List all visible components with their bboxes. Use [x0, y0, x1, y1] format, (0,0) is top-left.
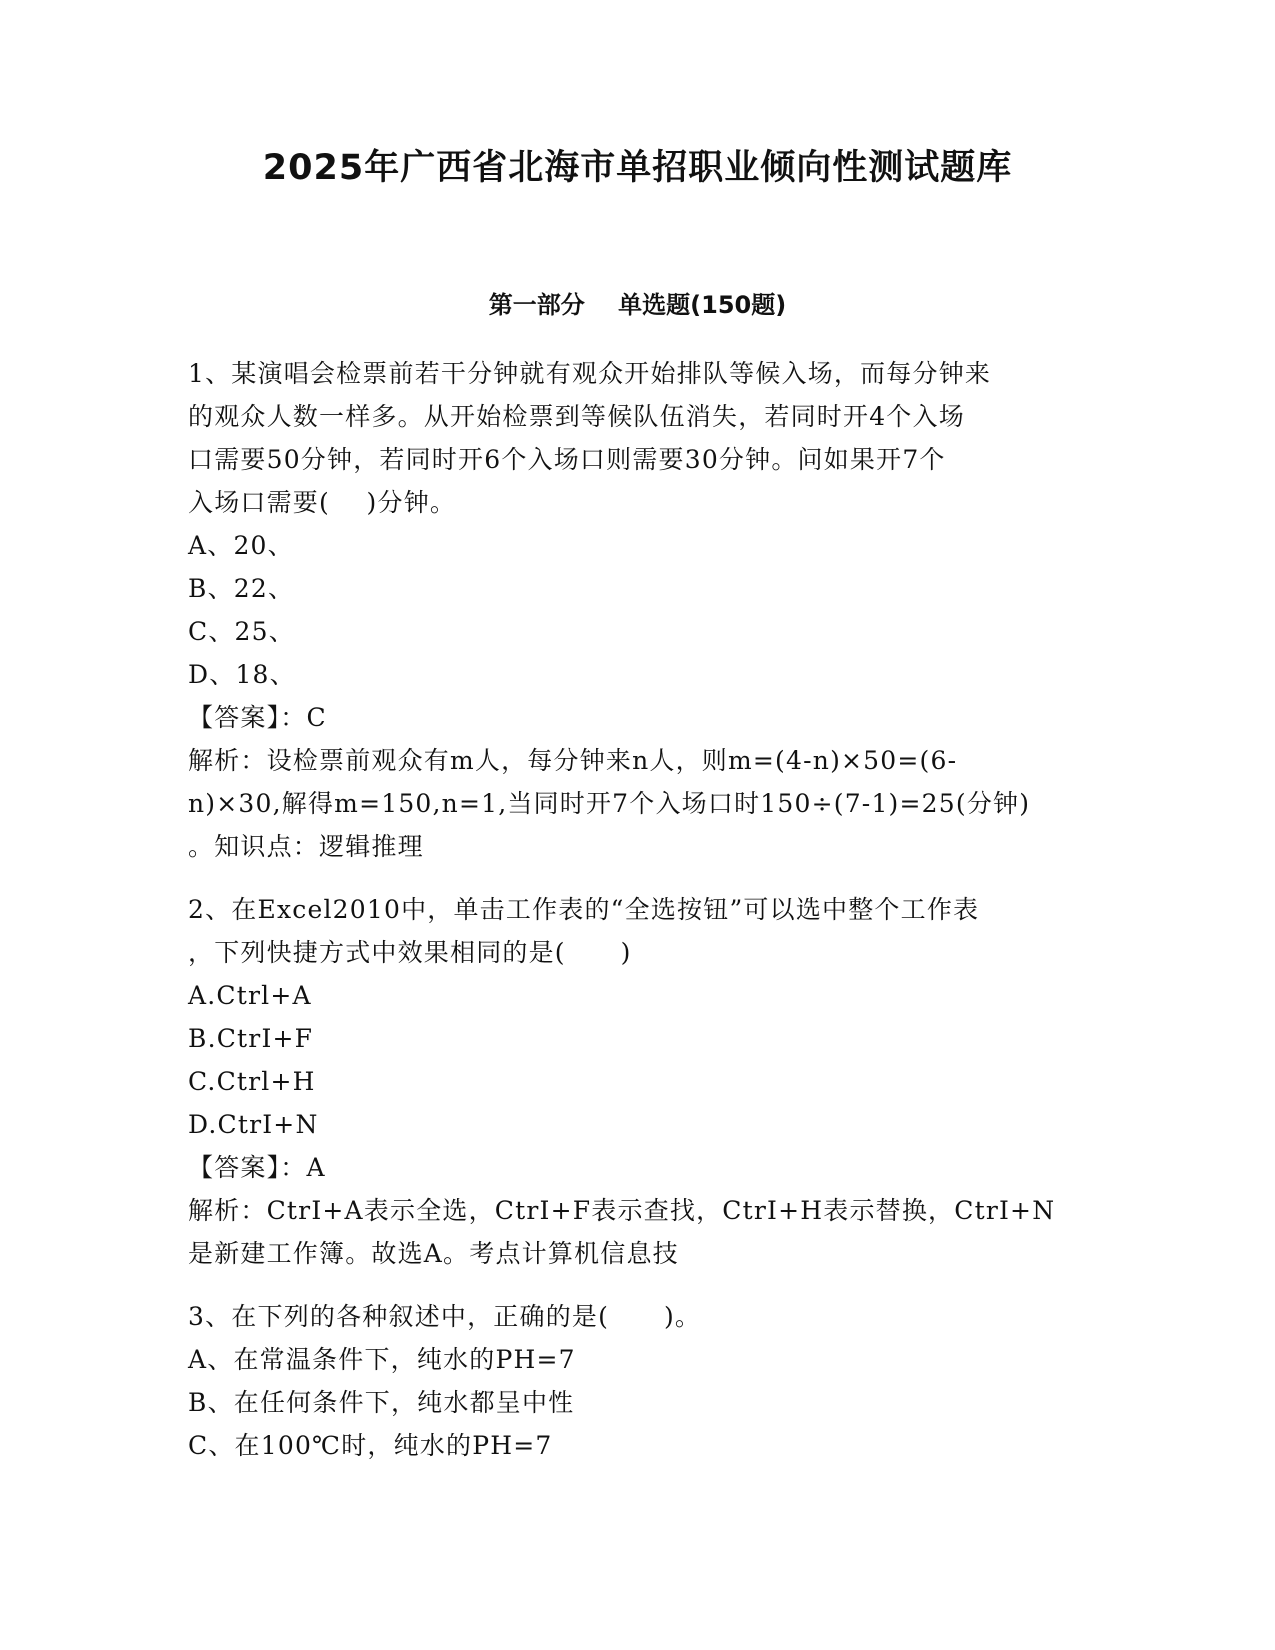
question-stem-line: 1、某演唱会检票前若干分钟就有观众开始排队等候入场，而每分钟来	[188, 359, 992, 388]
question-stem-line: 2、在Excel2010中，单击工作表的“全选按钮”可以选中整个工作表	[188, 895, 980, 924]
option-c: C.Ctrl+H	[188, 1067, 316, 1096]
question-stem-line: 3、在下列的各种叙述中，正确的是( )。	[188, 1302, 702, 1331]
option-c: C、25、	[188, 617, 295, 646]
option-b: B、22、	[188, 574, 295, 603]
section-title: 第一部分 单选题(150题)	[488, 291, 787, 319]
question-stem-line: 入场口需要( )分钟。	[188, 488, 457, 517]
answer: 【答案】：C	[188, 703, 327, 732]
question-stem-line: 口需要50分钟，若同时开6个入场口则需要30分钟。问如果开7个	[188, 445, 946, 474]
question-list	[188, 352, 1088, 1487]
option-a: A、在常温条件下，纯水的PH=7	[188, 1345, 576, 1374]
question-2	[188, 888, 1088, 1275]
answer: 【答案】：A	[188, 1153, 326, 1182]
option-a: A、20、	[188, 531, 294, 560]
option-b: B、在任何条件下，纯水都呈中性	[188, 1388, 575, 1417]
analysis-line: 解析：CtrI+A表示全选，CtrI+F表示查找，CtrI+H表示替换，CtrI+N	[188, 1196, 1056, 1225]
question-stem-line: ，下列快捷方式中效果相同的是( )	[188, 938, 632, 967]
analysis-line: 。知识点：逻辑推理	[188, 832, 424, 861]
option-a: A.Ctrl+A	[188, 981, 312, 1010]
option-d: D、18、	[188, 660, 296, 689]
analysis-line: n)×30,解得m=150,n=1,当同时开7个入场口时150÷(7-1)=25(分钟)	[188, 789, 1031, 818]
page-title: 2025年广西省北海市单招职业倾向性测试题库	[262, 148, 1013, 188]
option-c: C、在100℃时，纯水的PH=7	[188, 1431, 553, 1460]
question-3	[188, 1295, 1088, 1467]
option-b: B.CtrI+F	[188, 1024, 314, 1053]
analysis-line: 是新建工作簿。故选A。考点计算机信息技	[188, 1239, 679, 1268]
option-d: D.CtrI+N	[188, 1110, 319, 1139]
analysis-line: 解析：设检票前观众有m人，每分钟来n人，则m=(4-n)×50=(6-	[188, 746, 958, 775]
question-stem-line: 的观众人数一样多。从开始检票到等候队伍消失，若同时开4个入场	[188, 402, 965, 431]
question-1	[188, 352, 1088, 868]
